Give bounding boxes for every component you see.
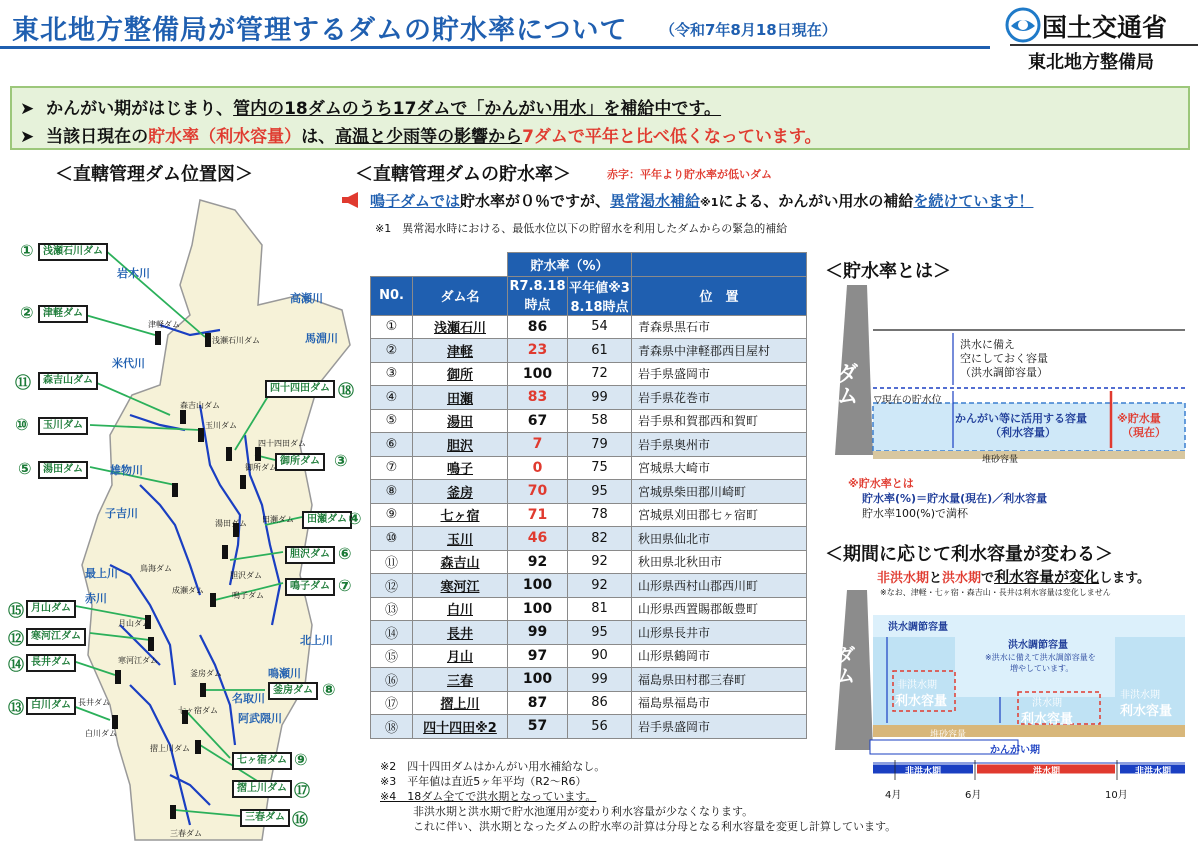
cell-r7: 100	[508, 668, 568, 692]
river-label: 北上川	[300, 634, 333, 647]
month-4: 4月	[885, 790, 902, 801]
cell-name: 七ヶ宿	[413, 503, 508, 527]
cell-no: ⑮	[371, 644, 413, 668]
table-row	[371, 480, 807, 504]
month-10: 10月	[1105, 790, 1128, 801]
map-place: 玉川ダム	[205, 421, 237, 430]
cell-r7: 0	[508, 456, 568, 480]
rate-def-full: 貯水率100(%)で満杯	[862, 507, 969, 520]
cell-avg: 86	[568, 691, 632, 715]
table-row	[371, 574, 807, 598]
naruko-notice	[370, 190, 1033, 211]
cell-loc: 宮城県大崎市	[632, 456, 807, 480]
cell-r7: 99	[508, 621, 568, 645]
cell-name: 森吉山	[413, 550, 508, 574]
cell-r7: 97	[508, 644, 568, 668]
cell-loc: 青森県黒石市	[632, 315, 807, 339]
period-headline-part: 利水容量が変化	[994, 568, 1100, 586]
summary-text: かんがい期がはじまり、	[46, 99, 234, 119]
map-dam-label: 鳴子ダム	[285, 578, 335, 596]
cell-loc: 岩手県盛岡市	[632, 362, 807, 386]
period-headline-part: します。	[1099, 571, 1151, 586]
cell-no: ⑩	[371, 527, 413, 551]
map-num: ⑰	[294, 781, 311, 800]
map-num: ②	[20, 303, 34, 322]
map-dam-label: 摺上川ダム	[232, 780, 292, 798]
flood-cap-label-1: 洪水調節容量	[888, 622, 948, 633]
cell-avg: 61	[568, 339, 632, 363]
river-label: 最上川	[85, 567, 118, 580]
cell-name: 玉川	[413, 527, 508, 551]
use-capacity-2: （利水容量）	[990, 426, 1056, 439]
ministry-name: 国土交通省	[1042, 13, 1168, 42]
summary-box	[10, 86, 1190, 150]
cell-no: ⑦	[371, 456, 413, 480]
cell-loc: 岩手県花巻市	[632, 386, 807, 410]
col-r7	[508, 276, 568, 315]
summary-text: は、	[301, 127, 336, 147]
table-header-row-1	[371, 253, 807, 277]
naruko-text: による、かんがい用水の補給	[718, 192, 914, 210]
current-volume-2: （現在）	[1122, 426, 1166, 439]
map-num: ⑮	[8, 601, 25, 620]
table-row	[371, 409, 807, 433]
map-place: 三春ダム	[170, 829, 202, 838]
month-6: 6月	[965, 790, 982, 801]
cell-loc: 山形県長井市	[632, 621, 807, 645]
cell-name: 四十四田※2	[413, 715, 508, 739]
cell-loc: 青森県中津軽郡西目屋村	[632, 339, 807, 363]
cell-no: ④	[371, 386, 413, 410]
cell-r7: 71	[508, 503, 568, 527]
footnote-2: ※2 四十四田ダムはかんがい用水補給なし。	[380, 760, 606, 773]
cell-avg: 79	[568, 433, 632, 457]
col-no: N0.	[371, 276, 413, 315]
table-row	[371, 362, 807, 386]
map-num: ①	[20, 241, 34, 260]
table-body	[371, 315, 807, 738]
map-dam-label: 森吉山ダム	[38, 372, 98, 390]
cell-r7: 57	[508, 715, 568, 739]
footnote-3: ※3 平年値は直近5ヶ年平均（R2～R6）	[380, 775, 587, 788]
col-r7-label: R7.8.18	[509, 278, 566, 294]
map-num: ⑬	[8, 698, 25, 717]
cell-r7: 100	[508, 597, 568, 621]
cell-r7: 23	[508, 339, 568, 363]
naruko-emph: を続けています！	[913, 192, 1034, 210]
map-dam-label: 胆沢ダム	[285, 546, 335, 564]
cell-loc: 宮城県刈田郡七ヶ宿町	[632, 503, 807, 527]
cell-name: 浅瀬石川	[413, 315, 508, 339]
map-dam-label: 玉川ダム	[38, 417, 88, 435]
table-row	[371, 644, 807, 668]
cell-no: ①	[371, 315, 413, 339]
cell-avg: 99	[568, 386, 632, 410]
table-row	[371, 315, 807, 339]
flood-space-2: 空にしておく容量	[960, 352, 1048, 365]
cell-no: ⑰	[371, 691, 413, 715]
map-dam-label: 釜房ダム	[268, 682, 318, 700]
cell-r7: 7	[508, 433, 568, 457]
footnote-4: ※4 18ダム全てで洪水期となっています。	[380, 790, 597, 803]
table-row	[371, 668, 807, 692]
flood-cap-note-2: 増やしています。	[1010, 664, 1074, 673]
col-avg-label: 平年値※3	[569, 280, 630, 296]
map-place: 御所ダム	[245, 463, 277, 472]
arrow-nonflood-2: 非洪水期	[1135, 767, 1172, 777]
table-row	[371, 715, 807, 739]
rate-def-formula: 貯水率(%)＝貯水量(現在)／利水容量	[862, 492, 1048, 505]
cell-name: 寒河江	[413, 574, 508, 598]
table-header-row-2	[371, 276, 807, 315]
river-label: 鳴瀬川	[268, 667, 301, 680]
current-level: ▽現在の貯水位	[874, 395, 942, 406]
map-place: 鳴子ダム	[232, 591, 264, 600]
cell-loc: 福島県田村郡三春町	[632, 668, 807, 692]
map-place: 摺上川ダム	[150, 744, 190, 753]
map-place: 湯田ダム	[215, 519, 247, 528]
map-dam-label: 浅瀬石川ダム	[38, 243, 108, 261]
map-heading: ＜直轄管理ダム位置図＞	[55, 164, 253, 185]
map-dam-label: 御所ダム	[275, 453, 325, 471]
cell-name: 月山	[413, 644, 508, 668]
nonflood-label-2: 非洪水期	[1120, 690, 1160, 701]
period-headline-part: で	[981, 571, 995, 586]
map-dam-label: 七ヶ宿ダム	[232, 752, 292, 770]
river-label: 雄物川	[110, 464, 143, 477]
cell-r7: 86	[508, 315, 568, 339]
table-row	[371, 339, 807, 363]
map-dam-label: 三春ダム	[240, 809, 290, 827]
cell-avg: 75	[568, 456, 632, 480]
map-dam-label: 湯田ダム	[38, 461, 88, 479]
cell-no: ⑬	[371, 597, 413, 621]
cell-no: ⑭	[371, 621, 413, 645]
map-place: 白川ダム	[85, 729, 117, 738]
cell-r7: 70	[508, 480, 568, 504]
rate-heading: ＜直轄管理ダムの貯水率＞	[355, 164, 571, 185]
map-place: 長井ダム	[78, 698, 110, 707]
cell-loc: 岩手県奥州市	[632, 433, 807, 457]
cell-loc: 宮城県柴田郡川崎町	[632, 480, 807, 504]
table-header-blank	[371, 253, 508, 277]
map-dam-label: 田瀬ダム	[302, 511, 352, 529]
river-label: 子吉川	[105, 507, 138, 520]
map-num: ⑧	[322, 680, 336, 699]
map-place: 寒河江ダム	[118, 656, 158, 665]
cell-no: ⑥	[371, 433, 413, 457]
cell-loc: 山形県鶴岡市	[632, 644, 807, 668]
footnote-4c: これに伴い、洪水期となったダムの貯水率の計算は分母となる利水容量を変更し計算しています。	[413, 820, 897, 833]
map-place: 浅瀬石川ダム	[212, 336, 260, 345]
cell-name: 長井	[413, 621, 508, 645]
bullet-arrow-icon: ➤	[20, 127, 35, 147]
river-label: 馬淵川	[305, 332, 338, 345]
map-place: 成瀬ダム	[172, 586, 204, 595]
flood-space-1: 洪水に備え	[960, 338, 1015, 351]
naruko-emph: 鳴子ダムでは	[370, 192, 461, 210]
cell-no: ⑫	[371, 574, 413, 598]
flood-cap: 利水容量	[1021, 712, 1074, 727]
period-subnote: ※なお、津軽・七ヶ宿・森吉山・長井は利水容量は変化しません	[880, 588, 1111, 597]
table-header-blank	[632, 253, 807, 277]
map-place: 四十四田ダム	[258, 439, 306, 448]
cell-name: 白川	[413, 597, 508, 621]
table-header-rate: 貯水率（%）	[508, 253, 632, 277]
cell-r7: 87	[508, 691, 568, 715]
naruko-footnote-ref: ※1	[700, 196, 719, 209]
cell-name: 湯田	[413, 409, 508, 433]
dam-rate-table	[370, 252, 807, 739]
river-label: 岩木川	[117, 267, 150, 280]
map-num: ⑦	[338, 576, 352, 595]
cell-no: ⑤	[371, 409, 413, 433]
nonflood-cap: 利水容量	[895, 694, 948, 709]
cell-no: ⑱	[371, 715, 413, 739]
river-label: 赤川	[85, 592, 107, 605]
summary-red: 7ダムで平年と比べ低くなっています。	[522, 127, 822, 147]
map-dam-label: 津軽ダム	[38, 305, 88, 323]
nonflood-cap-2: 利水容量	[1120, 704, 1173, 719]
map-place: 田瀬ダム	[262, 515, 294, 524]
period-headline-part: 非洪水期	[877, 571, 930, 586]
summary-line-2	[20, 122, 822, 147]
map-place: 七ヶ宿ダム	[178, 706, 218, 715]
cell-name: 鳴子	[413, 456, 508, 480]
cell-no: ⑯	[371, 668, 413, 692]
table-row	[371, 597, 807, 621]
table-row	[371, 503, 807, 527]
river-label: 阿武隈川	[238, 712, 282, 725]
map-num: ⑱	[338, 381, 355, 400]
cell-avg: 56	[568, 715, 632, 739]
period-headline-part: 洪水期	[942, 571, 982, 586]
arrow-nonflood-1: 非洪水期	[905, 767, 942, 777]
cell-loc: 岩手県盛岡市	[632, 715, 807, 739]
cell-r7: 83	[508, 386, 568, 410]
river-label: 名取川	[232, 692, 265, 705]
what-heading: ＜貯水率とは＞	[825, 261, 951, 282]
map-num: ⑥	[338, 544, 352, 563]
nonflood-label: 非洪水期	[897, 680, 937, 691]
bullet-arrow-icon: ➤	[20, 99, 35, 119]
map-place: 森吉山ダム	[180, 401, 220, 410]
cell-loc: 福島県福島市	[632, 691, 807, 715]
map-num: ④	[348, 509, 362, 528]
table-row	[371, 386, 807, 410]
use-capacity: かんがい等に活用する容量	[955, 412, 1087, 425]
map-dam-label: 寒河江ダム	[26, 628, 86, 646]
ministry-rule	[1010, 44, 1198, 46]
cell-name: 津軽	[413, 339, 508, 363]
summary-line-1	[20, 94, 721, 119]
summary-emph: 管内の18ダムのうち17ダムで「かんがい用水」を補給中です。	[233, 99, 722, 119]
cell-loc: 秋田県北秋田市	[632, 550, 807, 574]
cell-no: ⑪	[371, 550, 413, 574]
cell-name: 釜房	[413, 480, 508, 504]
cell-avg: 54	[568, 315, 632, 339]
table-row	[371, 691, 807, 715]
col-r7-sub: 時点	[524, 297, 551, 313]
cell-avg: 92	[568, 550, 632, 574]
col-loc: 位 置	[632, 276, 807, 315]
naruko-emph: 異常渇水補給	[610, 192, 701, 210]
map-place: 鳥海ダム	[140, 564, 172, 573]
map-place: 月山ダム	[118, 619, 150, 628]
map-dam-label: 長井ダム	[26, 654, 76, 672]
map-num: ⑨	[294, 750, 308, 769]
cell-no: ②	[371, 339, 413, 363]
map-num: ③	[334, 451, 348, 470]
cell-avg: 95	[568, 621, 632, 645]
river-label: 米代川	[112, 357, 145, 370]
irrigation-period: かんがい期	[990, 745, 1040, 756]
col-name: ダム名	[413, 276, 508, 315]
footnote-4b: 非洪水期と洪水期で貯水池運用が変わり利水容量が少なくなります。	[413, 805, 754, 818]
period-heading: ＜期間に応じて利水容量が変わる＞	[825, 544, 1113, 565]
title-date: （令和7年8月18日現在）	[660, 21, 837, 39]
cell-loc: 秋田県仙北市	[632, 527, 807, 551]
bureau-name: 東北地方整備局	[1028, 52, 1154, 73]
table-row	[371, 433, 807, 457]
cell-avg: 58	[568, 409, 632, 433]
map-num: ⑯	[292, 810, 309, 829]
flood-cap-note-1: ※洪水に備えて洪水調節容量を	[985, 653, 1096, 662]
map-place: 津軽ダム	[148, 320, 180, 329]
summary-red: 貯水率（利水容量）	[148, 127, 302, 147]
cell-name: 胆沢	[413, 433, 508, 457]
cell-no: ③	[371, 362, 413, 386]
table-row	[371, 527, 807, 551]
current-volume: ※貯水量	[1117, 412, 1161, 425]
cell-avg: 99	[568, 668, 632, 692]
col-avg	[568, 276, 632, 315]
map-dam-label: 四十四田ダム	[265, 380, 335, 398]
arrow-flood: 洪水期	[1033, 767, 1061, 777]
col-avg-sub: 8.18時点	[570, 299, 629, 315]
flood-space-3: （洪水調節容量）	[960, 366, 1048, 379]
period-headline	[877, 566, 1150, 587]
map-num: ⑫	[8, 629, 25, 648]
table-row	[371, 456, 807, 480]
cell-avg: 72	[568, 362, 632, 386]
rate-def-title: ※貯水率とは	[848, 477, 914, 490]
cell-loc: 岩手県和賀郡西和賀町	[632, 409, 807, 433]
dam-label-2: ダム	[832, 645, 856, 685]
rate-heading-note: 赤字：平年より貯水率が低いダム	[607, 168, 772, 181]
summary-emph: 高温と少雨等の影響から	[335, 127, 523, 147]
cell-r7: 92	[508, 550, 568, 574]
cell-r7: 100	[508, 574, 568, 598]
map-num: ⑩	[15, 415, 29, 434]
cell-r7: 100	[508, 362, 568, 386]
map-dam-label: 月山ダム	[26, 600, 76, 618]
map-num: ⑪	[15, 373, 32, 392]
cell-avg: 78	[568, 503, 632, 527]
cell-avg: 81	[568, 597, 632, 621]
cell-name: 御所	[413, 362, 508, 386]
naruko-footnote: ※1 異常渇水時における、最低水位以下の貯留水を利用したダムからの緊急的補給	[375, 222, 788, 235]
cell-name: 三春	[413, 668, 508, 692]
cell-avg: 92	[568, 574, 632, 598]
dam-label: ダム	[833, 362, 858, 406]
cell-name: 摺上川	[413, 691, 508, 715]
mlit-logo-icon	[1005, 6, 1041, 44]
map-place: 釜房ダム	[190, 669, 222, 678]
cell-avg: 90	[568, 644, 632, 668]
cell-loc: 山形県西置賜郡飯豊町	[632, 597, 807, 621]
map-num: ⑭	[8, 655, 25, 674]
sediment-label: 堆砂容量	[982, 455, 1019, 465]
page-title: 東北地方整備局が管理するダムの貯水率について	[12, 15, 628, 46]
naruko-text: 貯水率が０％ですが、	[460, 192, 611, 210]
cell-name: 田瀬	[413, 386, 508, 410]
title-underline	[0, 46, 990, 49]
cell-avg: 95	[568, 480, 632, 504]
cell-no: ⑨	[371, 503, 413, 527]
cell-avg: 82	[568, 527, 632, 551]
flood-cap-label-2: 洪水調節容量	[1008, 640, 1068, 651]
river-label: 高瀬川	[290, 292, 323, 305]
flood-period-label: 洪水期	[1032, 698, 1062, 709]
period-headline-part: と	[929, 571, 943, 586]
table-row	[371, 621, 807, 645]
sediment-label-2: 堆砂容量	[930, 730, 967, 740]
summary-text: 当該日現在の	[46, 127, 149, 147]
cell-r7: 67	[508, 409, 568, 433]
table-row	[371, 550, 807, 574]
cell-r7: 46	[508, 527, 568, 551]
cell-loc: 山形県西村山郡西川町	[632, 574, 807, 598]
map-num: ⑤	[18, 459, 32, 478]
map-dam-label: 白川ダム	[26, 697, 76, 715]
cell-no: ⑧	[371, 480, 413, 504]
map-place: 胆沢ダム	[230, 571, 262, 580]
